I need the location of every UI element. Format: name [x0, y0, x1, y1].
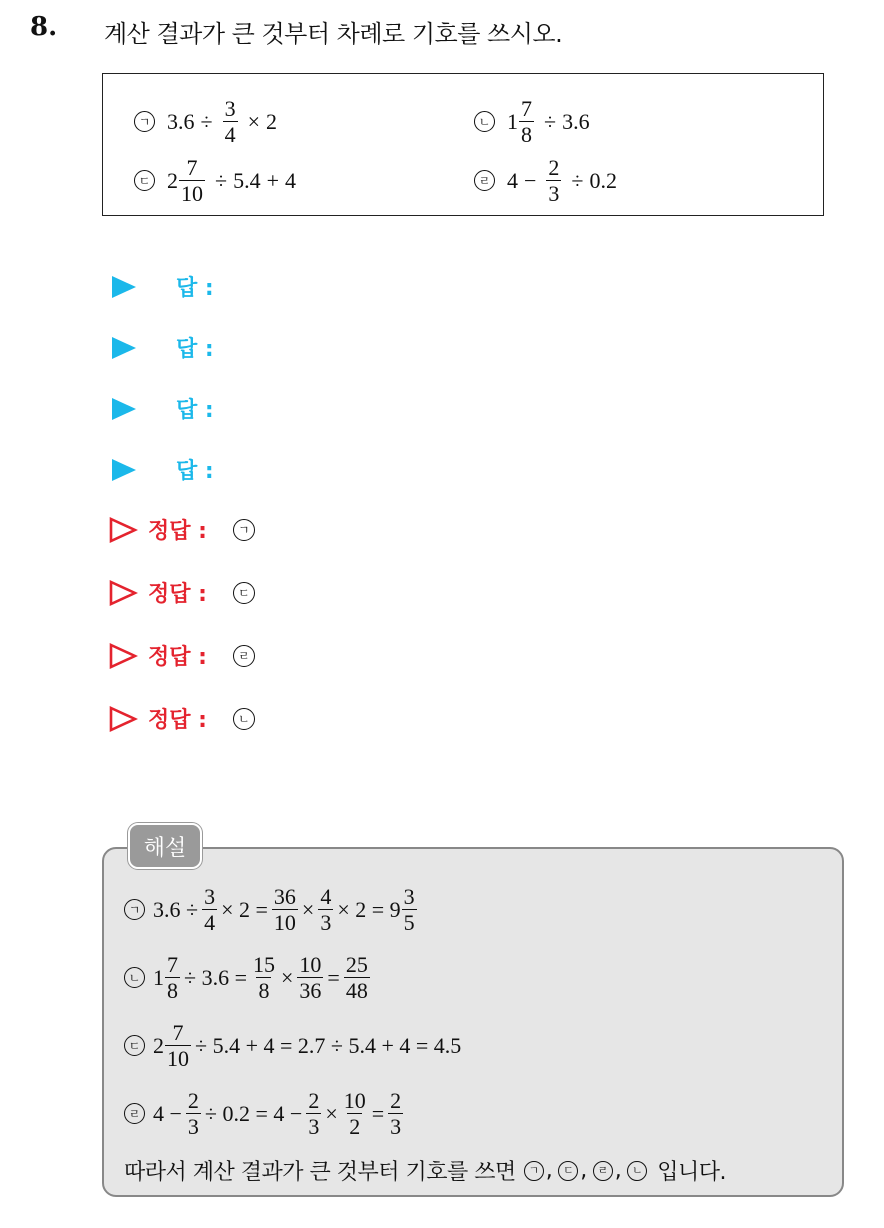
expr-text: × 2 = 9: [337, 896, 401, 922]
choice-value: 4: [507, 167, 518, 193]
fraction-numerator: 2: [390, 1088, 402, 1113]
fraction-denominator: 3: [308, 1114, 320, 1140]
expr-text: ×: [280, 964, 294, 990]
expr-text: =: [327, 964, 340, 990]
choice-operator: −: [524, 167, 537, 193]
choice-whole: 2: [167, 167, 178, 193]
fraction-numerator: 10: [343, 1088, 366, 1113]
fraction-numerator: 15: [252, 952, 275, 977]
fraction-denominator: 10: [273, 910, 296, 936]
choice-symbol: ㄱ: [134, 111, 155, 132]
expr-text: 4 −: [153, 1100, 182, 1126]
solution-symbol: ㄱ: [233, 519, 255, 541]
solution-row: [108, 514, 267, 545]
explanation-line-2: [124, 952, 374, 1004]
solution-label: 정답 :: [148, 708, 207, 733]
fraction-denominator: 4: [224, 122, 236, 148]
fraction: [519, 96, 534, 148]
fraction-denominator: 36: [299, 978, 322, 1004]
fraction-numerator: 3: [224, 96, 236, 121]
fraction: [165, 952, 180, 1004]
outline-arrow-icon: [108, 517, 138, 543]
fraction-numerator: 25: [345, 952, 368, 977]
explanation-symbol: ㄹ: [124, 1103, 145, 1124]
fraction-denominator: 8: [167, 978, 178, 1004]
choice-whole: 1: [507, 108, 518, 134]
expr-text: 2: [153, 1032, 164, 1058]
fraction-denominator: 3: [548, 181, 560, 207]
outline-arrow-icon: [108, 706, 138, 732]
fraction-numerator: 2: [187, 1088, 199, 1113]
choice-operator: +: [266, 167, 279, 193]
choice-operator: ×: [247, 108, 260, 134]
solution-row: [108, 577, 267, 608]
fraction-denominator: 10: [181, 181, 203, 207]
choice-value: 3.6: [167, 108, 195, 134]
choice-value: 4: [285, 167, 296, 193]
expr-text: =: [371, 1100, 385, 1126]
answer-row: [108, 393, 214, 424]
conclusion-symbol: ㄷ: [558, 1161, 578, 1181]
expr-text: ×: [325, 1100, 338, 1126]
play-arrow-icon: [112, 276, 136, 298]
answer-label: 답 :: [176, 337, 214, 362]
choice-operator: ÷: [544, 108, 557, 134]
conclusion-symbol: ㄴ: [627, 1161, 647, 1181]
choice-1: [134, 96, 277, 148]
explanation-tab: 해설: [128, 823, 202, 869]
explanation-symbol: ㄴ: [124, 967, 145, 988]
question-number: 8.: [30, 12, 58, 42]
fraction: [402, 884, 417, 936]
choice-value: 2: [266, 108, 277, 134]
fraction-denominator: 2: [349, 1114, 361, 1140]
fraction: [179, 155, 205, 207]
choice-value: 5.4: [233, 167, 261, 193]
play-arrow-icon: [112, 398, 136, 420]
fraction-denominator: 48: [345, 978, 368, 1004]
outline-arrow-icon: [108, 643, 138, 669]
fraction-numerator: 7: [186, 155, 198, 180]
solution-label: 정답 :: [148, 582, 207, 607]
choice-operator: ÷: [571, 167, 584, 193]
fraction-numerator: 3: [403, 884, 415, 909]
fraction: [342, 1088, 368, 1140]
choice-3: [134, 155, 296, 207]
explanation-symbol: ㄱ: [124, 899, 145, 920]
fraction: [223, 96, 238, 148]
answer-row: [108, 332, 214, 363]
answer-label: 답 :: [176, 276, 214, 301]
answer-label: 답 :: [176, 459, 214, 484]
outline-arrow-icon: [108, 580, 138, 606]
answer-row: [108, 271, 214, 302]
expr-text: ÷ 0.2 = 4 −: [204, 1100, 303, 1126]
solution-symbol: ㄹ: [233, 645, 255, 667]
expr-text: ×: [301, 896, 315, 922]
solution-symbol: ㄷ: [233, 582, 255, 604]
fraction-denominator: 3: [320, 910, 332, 936]
fraction-denominator: 5: [403, 910, 415, 936]
fraction: [251, 952, 277, 1004]
solution-label: 정답 :: [148, 645, 207, 670]
fraction-denominator: 4: [204, 910, 216, 936]
fraction-denominator: 8: [521, 122, 532, 148]
choice-value: 3.6: [562, 108, 590, 134]
fraction-numerator: 2: [308, 1088, 320, 1113]
fraction-denominator: 3: [187, 1114, 199, 1140]
expr-text: ÷ 3.6 =: [184, 964, 247, 990]
fraction-numerator: 2: [548, 155, 560, 180]
fraction-denominator: 8: [258, 978, 270, 1004]
play-arrow-icon: [112, 337, 136, 359]
fraction-numerator: 36: [273, 884, 296, 909]
expr-text: 1: [153, 964, 164, 990]
explanation-line-4: [124, 1088, 407, 1140]
fraction-numerator: 7: [167, 952, 178, 977]
fraction: [202, 884, 217, 936]
fraction: [306, 1088, 321, 1140]
fraction: [272, 884, 298, 936]
choice-symbol: ㄹ: [474, 170, 495, 191]
choice-operator: ÷: [200, 108, 213, 134]
play-arrow-icon: [112, 459, 136, 481]
fraction-denominator: 3: [390, 1114, 402, 1140]
fraction: [344, 952, 370, 1004]
conclusion-symbol: ㄱ: [524, 1161, 544, 1181]
expr-text: ÷ 5.4 + 4 = 2.7 ÷ 5.4 + 4 = 4.5: [195, 1032, 462, 1058]
conclusion-text: 입니다.: [657, 1160, 726, 1185]
conclusion-symbol: ㄹ: [593, 1161, 613, 1181]
fraction-numerator: 10: [299, 952, 322, 977]
explanation-symbol: ㄷ: [124, 1035, 145, 1056]
conclusion-text: 따라서 계산 결과가 큰 것부터 기호를 쓰면: [124, 1160, 516, 1185]
explanation-line-3: [124, 1020, 461, 1072]
answer-row: [108, 454, 214, 485]
expr-text: × 2 =: [221, 896, 268, 922]
choice-operator: ÷: [215, 167, 228, 193]
question-text: 계산 결과가 큰 것부터 차례로 기호를 쓰시오.: [104, 20, 563, 48]
explanation-line-1: [124, 884, 421, 936]
fraction-numerator: 4: [320, 884, 332, 909]
fraction: [388, 1088, 403, 1140]
fraction: [318, 884, 333, 936]
fraction: [546, 155, 561, 207]
fraction: [165, 1020, 191, 1072]
solution-row: [108, 640, 267, 671]
fraction-numerator: 7: [521, 96, 532, 121]
fraction-numerator: 3: [204, 884, 216, 909]
choice-value: 0.2: [589, 167, 617, 193]
choice-symbol: ㄴ: [474, 111, 495, 132]
fraction-denominator: 10: [167, 1046, 189, 1072]
fraction-numerator: 7: [172, 1020, 184, 1045]
choice-symbol: ㄷ: [134, 170, 155, 191]
answer-label: 답 :: [176, 398, 214, 423]
choice-4: [474, 155, 617, 207]
choice-2: [474, 96, 590, 148]
solution-symbol: ㄴ: [233, 708, 255, 730]
fraction: [186, 1088, 201, 1140]
fraction: [297, 952, 323, 1004]
expr-text: 3.6 ÷: [153, 896, 199, 922]
explanation-conclusion: 따라서 계산 결과가 큰 것부터 기호를 쓰면 ㄱ , ㄷ , ㄹ , ㄴ 입니다.: [124, 1155, 726, 1186]
solution-label: 정답 :: [148, 519, 207, 544]
solution-row: [108, 703, 267, 734]
